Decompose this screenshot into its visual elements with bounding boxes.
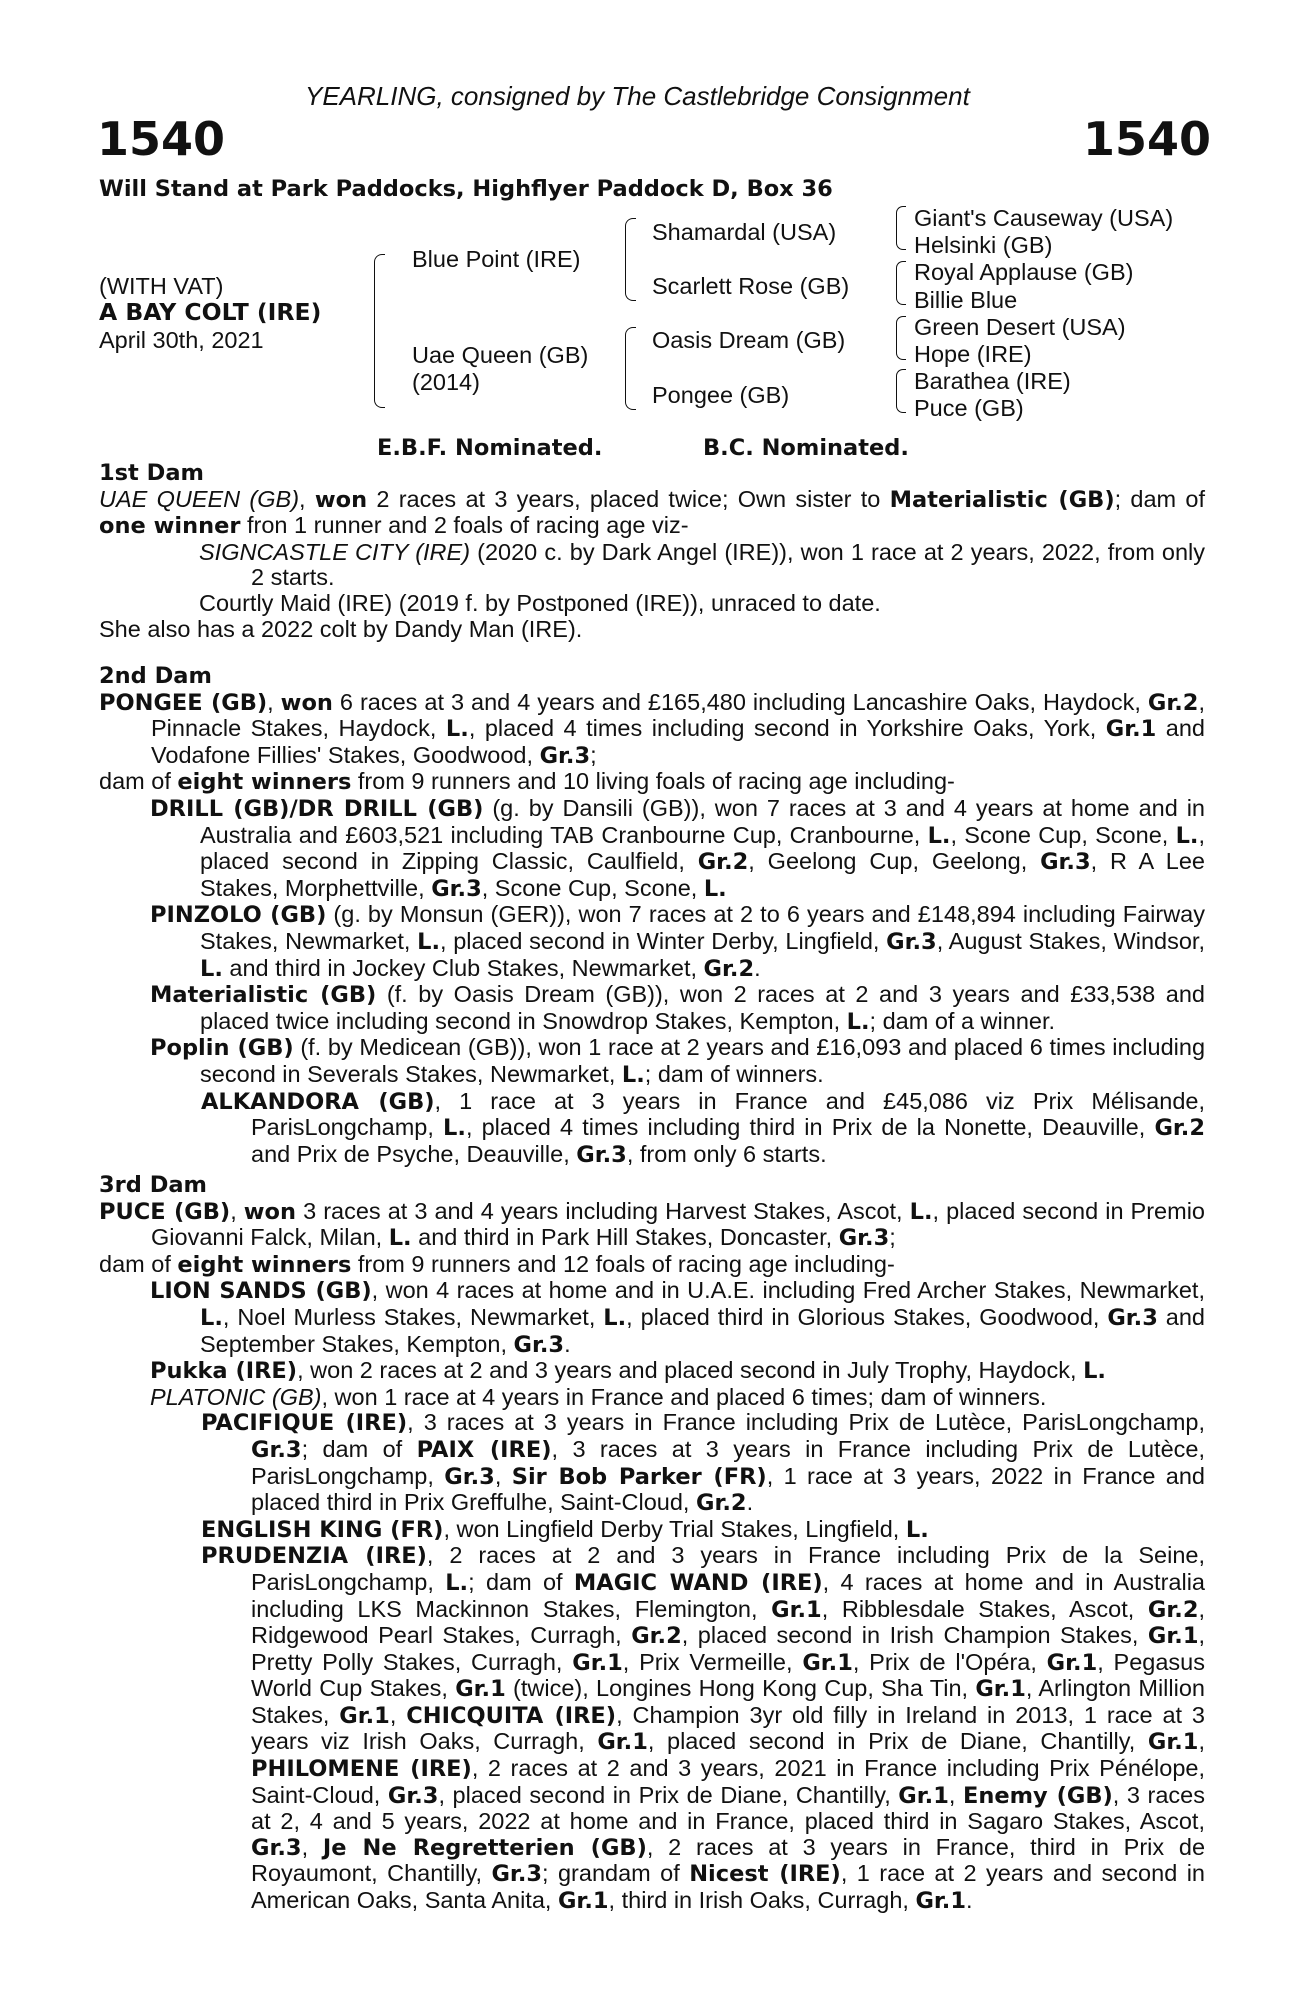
first-dam-para-3: Courtly Maid (IRE) (2019 f. by Postponed (IRE)), unraced to date. [199, 589, 881, 616]
second-dam-para-7: ALKANDORA (GB), 1 race at 3 years in France and £45,086 viz Prix Mélisande, ParisLongchamp, L., placed 4 times including third in Prix de la Nonette, Deauville, Gr.2 and Prix de Psyche, Deauville, Gr.3, from only 6 starts. [201, 1087, 1205, 1168]
third-dam-para-2: dam of eight winners from 9 runners and 12 foals of racing age including- [99, 1250, 895, 1278]
first-dam-section [99, 461, 1205, 642]
grandsire-maternal: Oasis Dream (GB) [652, 327, 846, 353]
brace-g3-2 [896, 261, 906, 305]
second-dam-para-5: Materialistic (GB) (f. by Oasis Dream (GB)), won 2 races at 2 and 3 years and £33,538 and placed twice including second in Snowdrop Stakes, Kempton, L.; dam of a winner. [150, 981, 1205, 1035]
second-dam-heading: 2nd Dam [99, 663, 212, 689]
third-dam-section [99, 1173, 1205, 1915]
gen3-name-2: Helsinki (GB) [914, 232, 1053, 258]
dam-year: (2014) [412, 369, 480, 395]
gen3-name-1: Giant's Causeway (USA) [914, 205, 1174, 231]
gen3-name-5: Green Desert (USA) [914, 314, 1126, 340]
brace-main [374, 254, 385, 408]
brace-g3-1 [896, 206, 906, 250]
horse-name: A BAY COLT (IRE) [99, 298, 322, 326]
third-dam-para-5: PLATONIC (GB), won 1 race at 4 years in France and placed 6 times; dam of winners. [150, 1383, 1047, 1410]
first-dam-para-1: UAE QUEEN (GB), won 2 races at 3 years, placed twice; Own sister to Materialistic (GB); dam of one winner fron 1 runner and 2 foals of racing age viz- [99, 485, 1205, 540]
granddam-maternal: Pongee (GB) [652, 382, 790, 408]
gen3-name-7: Barathea (IRE) [914, 368, 1071, 394]
third-dam-para-1: PUCE (GB), won 3 races at 3 and 4 years including Harvest Stakes, Ascot, L., placed second in Premio Giovanni Falck, Milan, L. and third in Park Hill Stakes, Doncaster, Gr.3; [99, 1197, 1205, 1252]
third-dam-para-4: Pukka (IRE), won 2 races at 2 and 3 years and placed second in July Trophy, Haydock, L. [150, 1357, 1106, 1385]
second-dam-para-4: PINZOLO (GB) (g. by Monsun (GER)), won 7 races at 2 to 6 years and £148,894 including Fairway Stakes, Newmarket, L., placed second in Winter Derby, Lingfield, Gr.3, August Stakes, Windsor, L. and third in Jockey Club Stakes, Newmarket, Gr.2. [150, 901, 1205, 982]
brace-g3-3 [896, 316, 906, 360]
vat-note: (WITH VAT) [99, 273, 224, 299]
gen3-name-6: Hope (IRE) [914, 341, 1032, 367]
granddam-paternal: Scarlett Rose (GB) [652, 273, 850, 299]
third-dam-para-3: LION SANDS (GB), won 4 races at home and in U.A.E. including Fred Archer Stakes, Newmarket, L., Noel Murless Stakes, Newmarket, L., placed third in Glorious Stakes, Goodwood, Gr.3 and September Stakes, Kempton, Gr.3. [150, 1277, 1206, 1358]
second-dam-para-6: Poplin (GB) (f. by Medicean (GB)), won 1 race at 2 years and £16,093 and placed 6 times including second in Severals Stakes, Newmarket, L.; dam of winners. [150, 1034, 1206, 1088]
gen3-name-4: Billie Blue [914, 287, 1018, 313]
second-dam-para-2: dam of eight winners from 9 runners and 10 living foals of racing age including- [99, 768, 955, 796]
first-dam-para-4: She also has a 2022 colt by Dandy Man (IRE). [99, 615, 583, 642]
consignment-line: YEARLING, consigned by The Castlebridge Consignment [305, 81, 970, 111]
stand-location: Will Stand at Park Paddocks, Highflyer Paddock D, Box 36 [99, 176, 833, 202]
date-of-birth: April 30th, 2021 [99, 327, 264, 353]
ebf-nomination: E.B.F. Nominated. [377, 435, 603, 461]
second-dam-para-3: DRILL (GB)/DR DRILL (GB) (g. by Dansili (GB)), won 7 races at 3 and 4 years at home and in Australia and £603,521 including TAB Cranbourne Cup, Cranbourne, L., Scone Cup, Scone, L., placed second in Zipping Classic, Caulfield, Gr.2, Geelong Cup, Geelong, Gr.3, R A Lee Stakes, Morphettville, Gr.3, Scone Cup, Scone, L. [150, 794, 1205, 902]
brace-dam [625, 327, 636, 410]
second-dam-para-1: PONGEE (GB), won 6 races at 3 and 4 years and £165,480 including Lancashire Oaks, Haydock, Gr.2, Pinnacle Stakes, Haydock, L., placed 4 times including second in Yorkshire Oaks, York, Gr.1 and Vodafone Fillies' Stakes, Goodwood, Gr.3; [99, 688, 1206, 769]
grandsire-paternal: Shamardal (USA) [652, 219, 837, 245]
lot-number-left: 1540 [97, 112, 226, 166]
first-dam-heading: 1st Dam [99, 460, 204, 486]
brace-sire [625, 218, 636, 301]
bc-nomination: B.C. Nominated. [703, 435, 909, 461]
dam-name: Uae Queen (GB) [412, 342, 589, 368]
gen3-name-3: Royal Applause (GB) [914, 259, 1134, 285]
third-dam-para-7: ENGLISH KING (FR), won Lingfield Derby Trial Stakes, Lingfield, L. [201, 1515, 929, 1543]
lot-number-right: 1540 [1083, 112, 1212, 166]
gen3-name-8: Puce (GB) [914, 395, 1024, 421]
sire-name: Blue Point (IRE) [412, 246, 581, 272]
third-dam-para-6: PACIFIQUE (IRE), 3 races at 3 years in France including Prix de Lutèce, ParisLongchamp, Gr.3; dam of PAIX (IRE), 3 races at 3 years in France including Prix de Lutèce, ParisLongchamp, Gr.3, Sir Bob Parker (FR), 1 race at 3 years, 2022 in France and placed third in Prix Greffulhe, Saint-Cloud, Gr.2. [201, 1409, 1206, 1517]
third-dam-heading: 3rd Dam [99, 1172, 207, 1198]
brace-g3-4 [896, 369, 906, 413]
first-dam-para-2: SIGNCASTLE CITY (IRE) (2020 c. by Dark Angel (IRE)), won 1 race at 2 years, 2022, from only 2 starts. [199, 538, 1205, 591]
third-dam-para-8: PRUDENZIA (IRE), 2 races at 2 and 3 years in France including Prix de la Seine, ParisLongchamp, L.; dam of MAGIC WAND (IRE), 4 races at home and in Australia including LKS Mackinnon Stakes, Flemington, Gr.1, Ribblesdale Stakes, Ascot, Gr.2, Ridgewood Pearl Stakes, Curragh, Gr.2, placed second in Irish Champion Stakes, Gr.1, Pretty Polly Stakes, Curragh, Gr.1, Prix Vermeille, Gr.1, Prix de l'Opéra, Gr.1, Pegasus World Cup Stakes, Gr.1 (twice), Longines Hong Kong Cup, Sha Tin, Gr.1, Arlington Million Stakes, Gr.1, CHICQUITA (IRE), Champion 3yr old filly in Ireland in 2013, 1 race at 3 years viz Irish Oaks, Curragh, Gr.1, placed second in Prix de Diane, Chantilly, Gr.1, PHILOMENE (IRE), 2 races at 2 and 3 years, 2021 in France including Prix Pénélope, Saint-Cloud, Gr.3, placed second in Prix de Diane, Chantilly, Gr.1, Enemy (GB), 3 races at 2, 4 and 5 years, 2022 at home and in France, placed third in Sagaro Stakes, Ascot, Gr.3, Je Ne Regretterien (GB), 2 races at 3 years in France, third in Prix de Royaumont, Chantilly, Gr.3; grandam of Nicest (IRE), 1 race at 2 years and second in American Oaks, Santa Anita, Gr.1, third in Irish Oaks, Curragh, Gr.1. [201, 1542, 1206, 1915]
second-dam-section [99, 664, 1205, 1168]
